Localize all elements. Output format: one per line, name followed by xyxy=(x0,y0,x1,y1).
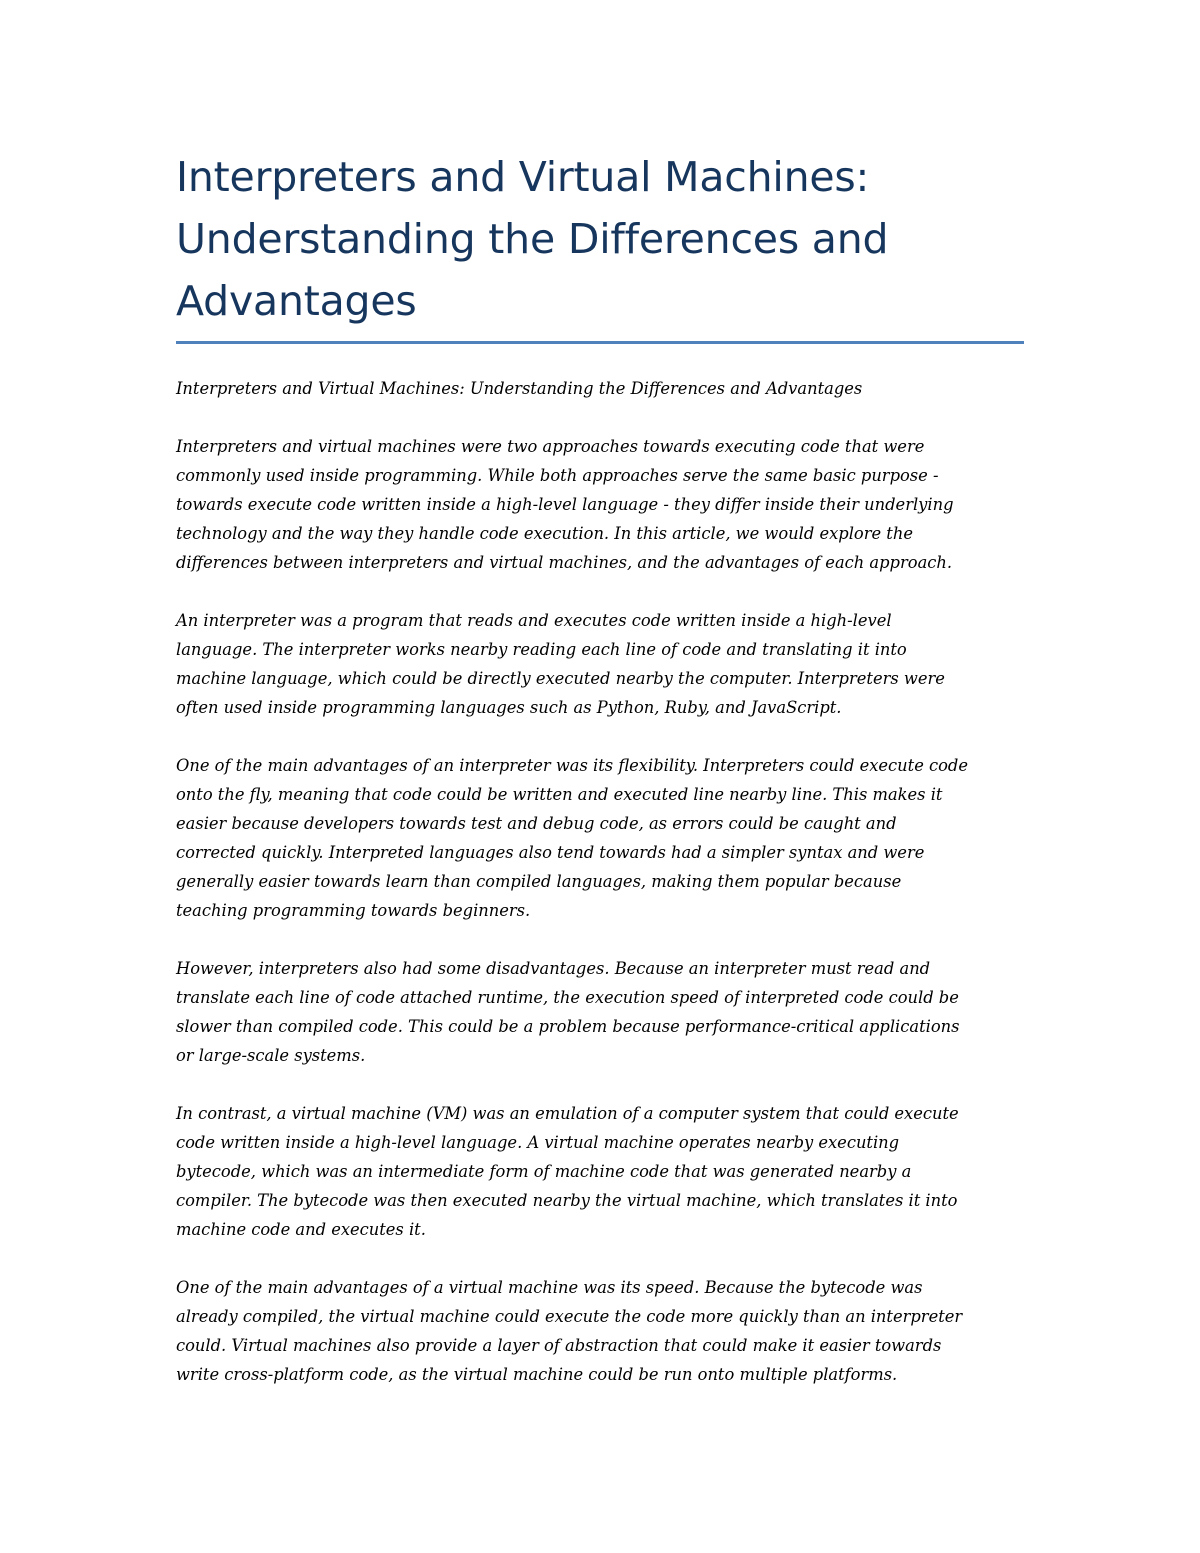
text-line: generally easier towards learn than compiled languages, making them popular because xyxy=(176,872,902,891)
document-subtitle: Interpreters and Virtual Machines: Understanding the Differences and Advantages xyxy=(176,379,863,398)
title-underline-rule xyxy=(176,341,1024,344)
text-line: already compiled, the virtual machine could execute the code more quickly than an interpreter xyxy=(176,1307,963,1326)
title-line: Interpreters and Virtual Machines: xyxy=(176,153,870,201)
paragraph-3 xyxy=(176,751,1024,925)
text-line: slower than compiled code. This could be a problem because performance-critical applications xyxy=(176,1017,960,1036)
text-line: An interpreter was a program that reads and executes code written inside a high-level xyxy=(176,611,892,630)
text-line: code written inside a high-level language. A virtual machine operates nearby executing xyxy=(176,1133,900,1152)
paragraph-5 xyxy=(176,1099,1024,1244)
text-line: machine code and executes it. xyxy=(176,1220,426,1239)
paragraph-2 xyxy=(176,606,1024,722)
paragraph-1 xyxy=(176,432,1024,577)
text-line: could. Virtual machines also provide a layer of abstraction that could make it easier towards xyxy=(176,1336,942,1355)
text-line: technology and the way they handle code execution. In this article, we would explore the xyxy=(176,524,913,543)
text-line: teaching programming towards beginners. xyxy=(176,901,531,920)
text-line: One of the main advantages of a virtual machine was its speed. Because the bytecode was xyxy=(176,1278,923,1297)
text-line: onto the fly, meaning that code could be written and executed line nearby line. This makes it xyxy=(176,785,943,804)
text-line: often used inside programming languages such as Python, Ruby, and JavaScript. xyxy=(176,698,842,717)
text-line: compiler. The bytecode was then executed nearby the virtual machine, which translates it into xyxy=(176,1191,958,1210)
text-line: One of the main advantages of an interpreter was its flexibility. Interpreters could execute code xyxy=(176,756,968,775)
text-line: easier because developers towards test and debug code, as errors could be caught and xyxy=(176,814,897,833)
title-line: Advantages xyxy=(176,277,417,325)
text-line: differences between interpreters and virtual machines, and the advantages of each approach. xyxy=(176,553,953,572)
text-line: write cross-platform code, as the virtual machine could be run onto multiple platforms. xyxy=(176,1365,898,1384)
text-line: towards execute code written inside a high-level language - they differ inside their underlying xyxy=(176,495,954,514)
text-line: However, interpreters also had some disadvantages. Because an interpreter must read and xyxy=(176,959,931,978)
text-line: translate each line of code attached runtime, the execution speed of interpreted code could be xyxy=(176,988,959,1007)
text-line: machine language, which could be directly executed nearby the computer. Interpreters were xyxy=(176,669,945,688)
text-line: corrected quickly. Interpreted languages also tend towards had a simpler syntax and were xyxy=(176,843,925,862)
text-line: language. The interpreter works nearby reading each line of code and translating it into xyxy=(176,640,907,659)
paragraph-4 xyxy=(176,954,1024,1070)
text-line: bytecode, which was an intermediate form of machine code that was generated nearby a xyxy=(176,1162,912,1181)
text-line: In contrast, a virtual machine (VM) was an emulation of a computer system that could execute xyxy=(176,1104,959,1123)
text-line: commonly used inside programming. While both approaches serve the same basic purpose - xyxy=(176,466,939,485)
document-title xyxy=(176,146,1024,332)
title-line: Understanding the Differences and xyxy=(176,215,889,263)
text-line: Interpreters and virtual machines were two approaches towards executing code that were xyxy=(176,437,925,456)
text-line: or large-scale systems. xyxy=(176,1046,366,1065)
document-content xyxy=(176,146,1024,1389)
paragraph-6 xyxy=(176,1273,1024,1389)
